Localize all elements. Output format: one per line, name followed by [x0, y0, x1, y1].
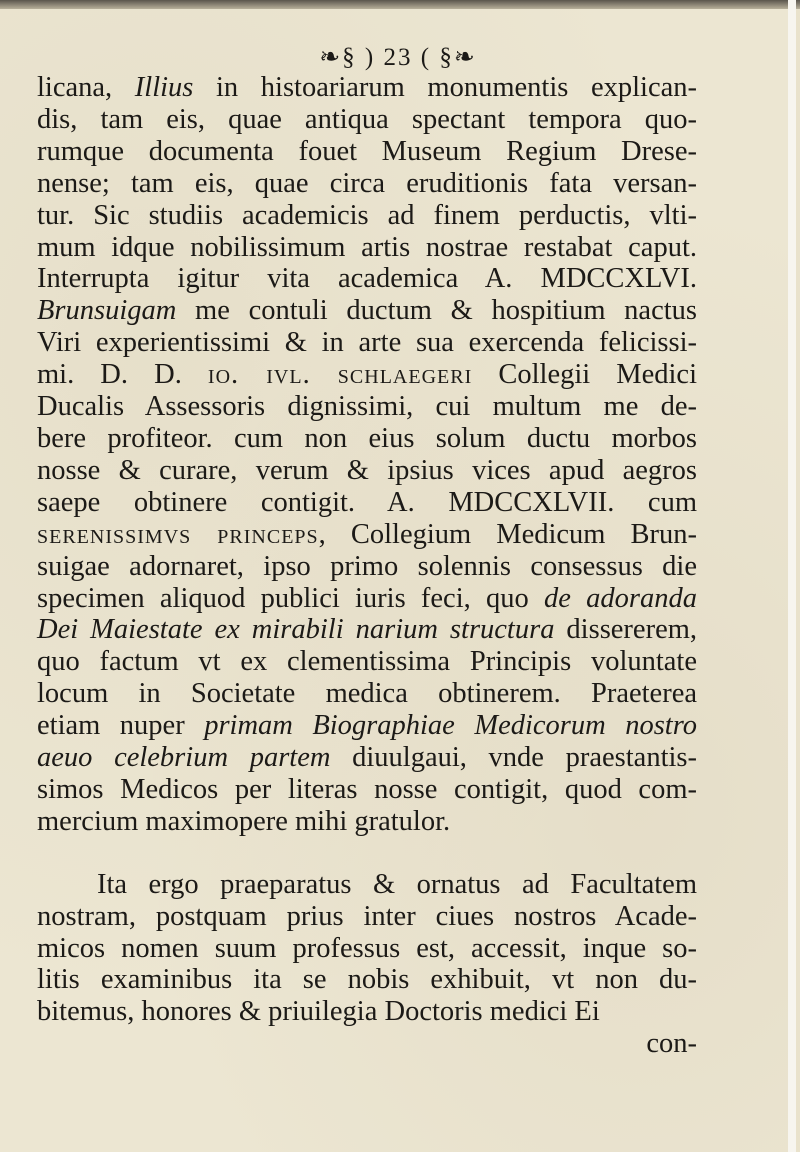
- italic-run: de adoranda: [544, 582, 697, 614]
- text-line: [37, 583, 697, 615]
- text-run: diuulgaui, vnde praestantis-: [330, 742, 697, 774]
- text-run: licana,: [37, 72, 135, 103]
- text-run: simos Medicos per literas nosse contigit, quod com-: [37, 773, 697, 805]
- italic-run: Brunsuigam: [37, 295, 177, 327]
- text-line: [37, 232, 697, 264]
- text-line: [37, 295, 697, 327]
- text-line: [37, 901, 697, 933]
- text-run: Ducalis Assessoris dignissimi, cui multum me de-: [37, 391, 697, 423]
- italic-run: Dei Maiestate ex mirabili narium structura: [37, 614, 555, 646]
- text-line: [37, 646, 697, 678]
- text-run: tur. Sic studiis academicis ad finem perductis, vlti-: [37, 199, 697, 231]
- text-run: suigae adornaret, ipso primo solennis consessus die: [37, 550, 697, 582]
- text-run: specimen aliquod publici iuris feci, quo: [37, 582, 544, 614]
- text-line: [37, 710, 697, 742]
- text-line: [37, 327, 697, 359]
- body-text: [37, 72, 697, 1060]
- text-run: in histoariarum monumentis explican-: [193, 72, 697, 103]
- text-line: [37, 455, 697, 487]
- text-line: [37, 996, 697, 1028]
- text-line: [37, 168, 697, 200]
- page-header: ❧§ ) 23 ( §❧: [319, 44, 477, 71]
- text-run: nostram, postquam prius inter ciues nostros Acade-: [37, 900, 697, 932]
- small-caps-run: serenissimvs princeps: [37, 518, 319, 550]
- text-run: mum idque nobilissimum artis nostrae restabat caput.: [37, 231, 697, 263]
- text-run: Interrupta igitur vita academica A. MDCCXLVI.: [37, 263, 697, 295]
- italic-run: Illius: [134, 72, 194, 103]
- text-run: dissererem,: [554, 614, 698, 646]
- text-line: [37, 869, 697, 901]
- small-caps-run: io. ivl. schlaegeri: [207, 359, 473, 391]
- italic-run: aeuo celebrium partem: [37, 742, 331, 774]
- text-line: [37, 136, 697, 168]
- page-top-edge: [0, 0, 800, 9]
- text-line: [37, 806, 697, 838]
- page-right-edge: [788, 0, 796, 1152]
- text-run: micos nomen suum professus est, accessit, inque so-: [37, 932, 697, 964]
- text-line: [37, 263, 697, 295]
- text-run: me contuli ductum & hospitium nactus: [176, 295, 697, 327]
- text-line: [37, 678, 697, 710]
- text-line: [37, 487, 697, 519]
- text-run: etiam nuper: [37, 710, 205, 742]
- text-run: , Collegium Medicum Brun-: [318, 518, 697, 550]
- text-line: [37, 742, 697, 774]
- text-run: litis examinibus ita se nobis exhibuit, vt non du-: [37, 964, 697, 996]
- text-run: quo factum vt ex clementissima Principis voluntate: [37, 646, 697, 678]
- text-run: locum in Societate medica obtinerem. Praeterea: [37, 678, 697, 710]
- text-line: [37, 519, 697, 551]
- text-run: saepe obtinere contigit. A. MDCCXLVII. cum: [37, 486, 697, 518]
- text-run: bere profiteor. cum non eius solum ductu morbos: [37, 422, 697, 454]
- text-run: bitemus, honores & priuilegia Doctoris medici Ei: [37, 996, 600, 1028]
- text-run: Viri experientissimi & in arte sua exercenda felicissi-: [37, 327, 697, 359]
- text-run: dis, tam eis, quae antiqua spectant tempora quo-: [37, 103, 697, 135]
- text-line: [37, 964, 697, 996]
- text-run: Ita ergo praeparatus & ornatus ad Facultatem: [97, 868, 697, 900]
- text-run: rumque documenta fouet Museum Regium Drese-: [37, 135, 697, 167]
- text-line: [37, 200, 697, 232]
- text-line: [37, 391, 697, 423]
- catchword: con-: [646, 1028, 697, 1060]
- text-line: [37, 774, 697, 806]
- text-run: nense; tam eis, quae circa eruditionis fata versan-: [37, 167, 697, 199]
- text-line: [37, 359, 697, 391]
- text-line: [37, 72, 697, 104]
- text-run: mi. D. D.: [37, 359, 208, 391]
- text-run: mercium maximopere mihi gratulor.: [37, 805, 451, 837]
- italic-run: primam Biographiae Medicorum nostro: [204, 710, 697, 742]
- text-line: [37, 104, 697, 136]
- text-line: [37, 551, 697, 583]
- text-line: [37, 423, 697, 455]
- text-line: [37, 933, 697, 965]
- text-run: nosse & curare, verum & ipsius vices apud aegros: [37, 454, 697, 486]
- text-run: Collegii Medici: [472, 359, 698, 391]
- text-line: [37, 614, 697, 646]
